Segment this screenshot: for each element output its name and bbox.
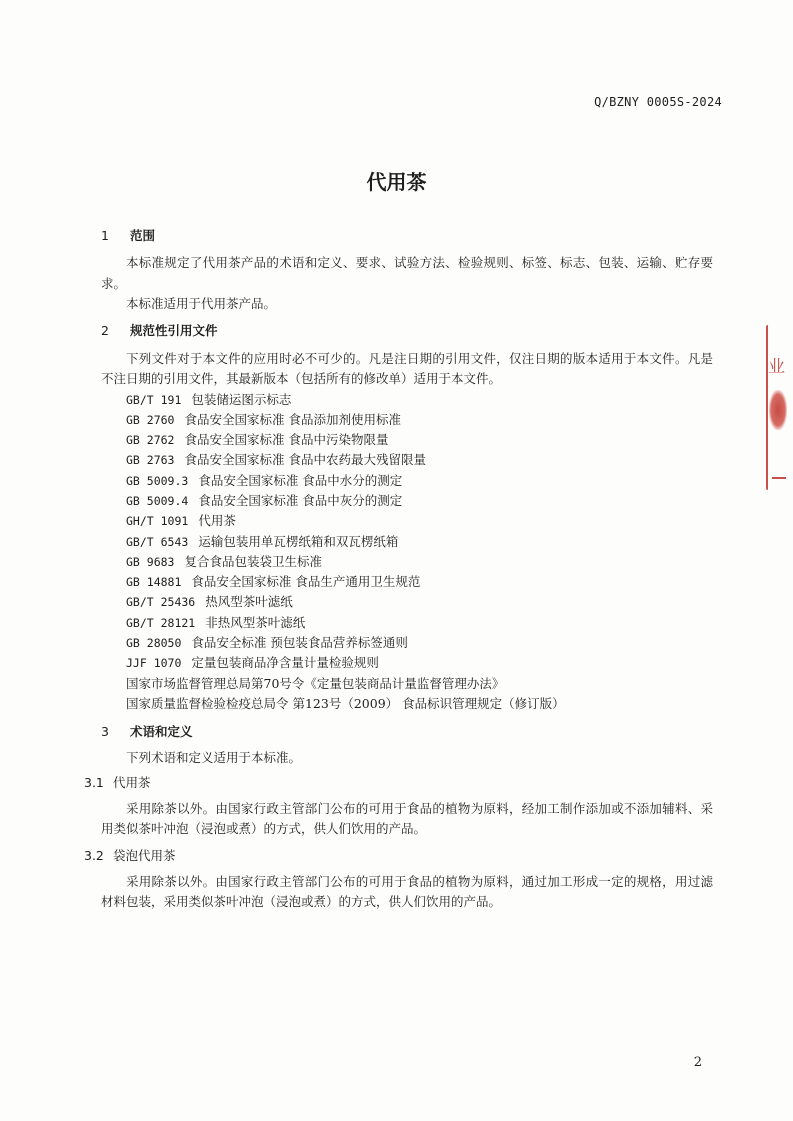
reference-code: GB 2760: [126, 412, 175, 427]
reference-item: [101, 450, 713, 470]
reference-title: 代用茶: [198, 513, 236, 529]
seal-stamp-char: 业: [768, 357, 785, 377]
reference-code: GB/T 6543: [126, 534, 189, 549]
page-number: 2: [693, 1055, 702, 1070]
reference-title: 食品安全标准 预包装食品营养标签通则: [191, 635, 408, 651]
subsection-title: 袋泡代用茶: [113, 847, 176, 863]
reference-item: [101, 572, 713, 592]
document-code: Q/BZNY 0005S-2024: [594, 95, 722, 109]
section-1-para-2: 本标准适用于代用茶产品。: [126, 296, 277, 311]
reference-title: 热风型茶叶滤纸: [205, 594, 293, 610]
subsection-title: 代用茶: [113, 774, 151, 790]
subsection-3-1-heading: [84, 773, 696, 793]
reference-item: [101, 511, 713, 531]
section-1-heading: [101, 226, 713, 246]
reference-code: GB 28050: [126, 636, 182, 651]
reference-title: 非热风型茶叶滤纸: [205, 614, 306, 630]
reference-title: 食品安全国家标准 食品生产通用卫生规范: [191, 574, 421, 590]
reference-code: GB/T 191: [126, 392, 182, 407]
section-title: 术语和定义: [130, 724, 193, 740]
reference-title: 食品安全国家标准 食品中水分的测定: [198, 472, 403, 488]
reference-title: 复合食品包装袋卫生标准: [184, 553, 322, 569]
reference-title: 食品安全国家标准 食品中农药最大残留限量: [184, 452, 426, 468]
section-title: 规范性引用文件: [130, 322, 218, 338]
reference-item: [101, 390, 713, 410]
reference-item: [101, 410, 713, 430]
reference-code: GB/T 28121: [126, 615, 196, 630]
reference-title: 包装储运图示标志: [191, 391, 292, 407]
subsection-3-2-heading: [84, 846, 696, 866]
reference-code: GB 2763: [126, 453, 175, 468]
reference-code: GH/T 1091: [126, 514, 189, 529]
subsection-number: 3.1: [84, 774, 104, 790]
reference-code: GB 5009.3: [126, 473, 189, 488]
reference-item: [101, 491, 713, 511]
reference-item: [101, 592, 713, 612]
reference-item: [101, 633, 713, 653]
reference-item-regulation: 国家质量监督检验检疫总局令 第123号（2009） 食品标识管理规定（修订版）: [126, 695, 565, 711]
reference-item-regulation: 国家市场监督管理总局第70号令《定量包装商品计量监督管理办法》: [126, 675, 505, 691]
reference-title: 食品安全国家标准 食品添加剂使用标准: [184, 411, 401, 427]
reference-item: [101, 532, 713, 552]
section-1-para-1: 本标准规定了代用茶产品的术语和定义、要求、试验方法、检验规则、标签、标志、包装、运输、贮存要求。: [101, 255, 713, 291]
subsection-3-2-text: 采用除茶以外。由国家行政主管部门公布的可用于食品的植物为原料，通过加工形成一定的规格，用过滤材料包装，采用类似茶叶冲泡（浸泡或煮）的方式，供人们饮用的产品。: [101, 873, 713, 910]
reference-item: [101, 430, 713, 450]
section-number: 3: [101, 724, 109, 740]
reference-title: 运输包装用单瓦楞纸箱和双瓦楞纸箱: [198, 533, 399, 549]
reference-list: [101, 390, 713, 715]
section-3-heading: [101, 722, 713, 742]
reference-code: GB 9683: [126, 554, 175, 569]
section-number: 1: [101, 228, 109, 243]
reference-item: [101, 552, 713, 572]
seal-stamp-mark: [772, 477, 786, 479]
document-title: 代用茶: [366, 170, 427, 194]
section-title: 范围: [130, 228, 156, 243]
section-number: 2: [101, 322, 109, 338]
reference-code: JJF 1070: [126, 656, 182, 671]
reference-item: [101, 613, 713, 633]
reference-title: 食品安全国家标准 食品中灰分的测定: [198, 492, 403, 508]
reference-title: 定量包装商品净含量计量检验规则: [191, 655, 379, 671]
reference-item: [101, 653, 713, 673]
seal-stamp-ink: [769, 390, 787, 430]
reference-code: GB 2762: [126, 433, 175, 448]
section-2-intro: 下列文件对于本文件的应用时必不可少的。凡是注日期的引用文件，仅注日期的版本适用于本文件。凡是不注日期的引用文件，其最新版本（包括所有的修改单）适用于本文件。: [101, 350, 713, 386]
reference-item: [101, 471, 713, 491]
reference-code: GB 14881: [126, 575, 182, 590]
subsection-number: 3.2: [84, 847, 104, 863]
section-2-heading: [101, 321, 713, 341]
section-3-intro: 下列术语和定义适用于本标准。: [126, 750, 302, 766]
reference-title: 食品安全国家标准 食品中污染物限量: [184, 432, 389, 448]
document-body: [84, 226, 713, 913]
reference-code: GB 5009.4: [126, 493, 189, 508]
reference-code: GB/T 25436: [126, 595, 196, 610]
subsection-3-1-text: 采用除茶以外。由国家行政主管部门公布的可用于食品的植物为原料，经加工制作添加或不添加辅料、采用类似茶叶冲泡（浸泡或煮）的方式，供人们饮用的产品。: [101, 800, 713, 837]
